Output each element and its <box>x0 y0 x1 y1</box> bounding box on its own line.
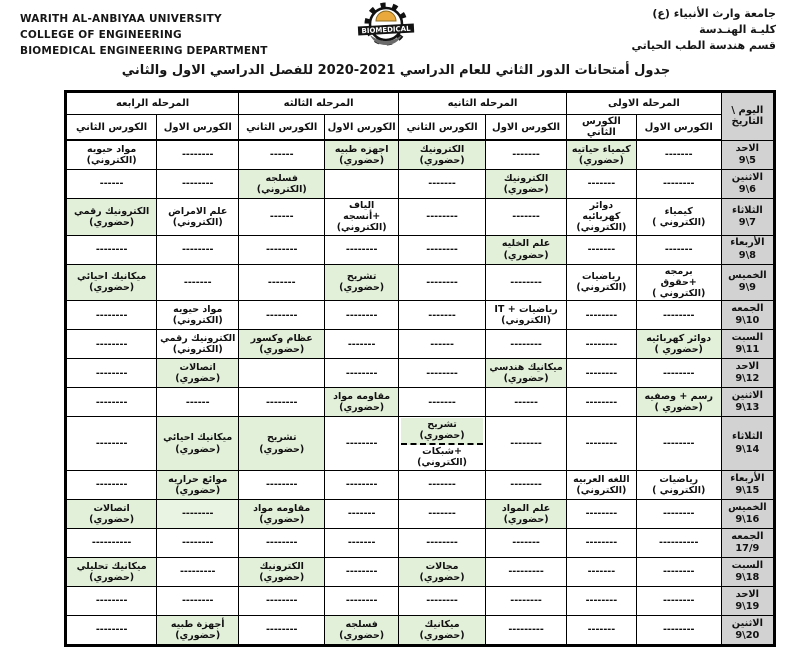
exam-cell: ---------- <box>636 529 721 558</box>
table-row <box>66 140 775 170</box>
day-date-cell <box>721 471 774 500</box>
table-row <box>66 587 775 616</box>
department-name-en: BIOMEDICAL ENGINEERING DEPARTMENT <box>20 44 268 57</box>
department-name-ar: قسم هندسة الطب الحياتي <box>631 38 776 52</box>
exam-cell: -------- <box>325 587 399 616</box>
exam-cell: ------- <box>157 264 239 301</box>
exam-cell: -------- <box>66 388 157 417</box>
date-value: 9\7 <box>738 216 756 228</box>
day-name: الثلاثاء <box>731 431 763 443</box>
date-value: 9\11 <box>735 344 760 356</box>
exam-cell: -------- <box>399 587 486 616</box>
stage-header-4: المرحله الرابعه <box>66 92 239 115</box>
table-row <box>66 500 775 529</box>
table-row <box>66 616 775 646</box>
day-name: الاثنين <box>731 171 763 183</box>
table-row <box>66 471 775 500</box>
day-name: الثلاثاء <box>731 204 763 216</box>
exam-cell <box>239 359 325 388</box>
course-header-second: الكورس الثاني <box>399 115 486 141</box>
exam-cell: -------- <box>636 417 721 471</box>
course-header-first: الكورس الاول <box>325 115 399 141</box>
stage-header-2: المرحله الثانيه <box>399 92 567 115</box>
exam-cell: ------- <box>567 616 637 646</box>
exam-cell: -------- <box>66 471 157 500</box>
exam-cell: علم الخليه (حضوري) <box>486 235 567 264</box>
exam-cell <box>399 417 486 471</box>
exam-cell: فسلجه (حضوري) <box>325 616 399 646</box>
exam-cell: -------- <box>567 301 637 330</box>
page-title: جدول أمتحانات الدور الثاني للعام الدراسي 2021-2020 للفصل الدراسي الاول والثاني <box>121 63 671 78</box>
exam-cell: مواد حيويه (الكتروني) <box>157 301 239 330</box>
exam-cell: ------- <box>239 264 325 301</box>
exam-cell: -------- <box>239 529 325 558</box>
exam-cell: --------- <box>486 558 567 587</box>
exam-cell: ------- <box>486 199 567 236</box>
day-date-cell <box>721 417 774 471</box>
date-value: 9\10 <box>735 315 760 327</box>
exam-cell: --------- <box>486 616 567 646</box>
exam-cell: -------- <box>157 529 239 558</box>
table-row <box>66 235 775 264</box>
day-name: السبت <box>731 559 764 571</box>
exam-cell: -------- <box>486 330 567 359</box>
day-date-header: اليوم \ التاريخ <box>721 92 774 141</box>
exam-cell: ------- <box>486 140 567 170</box>
date-value: 9\20 <box>735 630 760 642</box>
exam-cell: ------- <box>399 170 486 199</box>
exam-cell: -------- <box>66 301 157 330</box>
day-name: السبت <box>731 331 764 343</box>
exam-cell: -------- <box>239 471 325 500</box>
exam-table-body <box>66 140 775 646</box>
exam-cell: اتصالات (حضوري) <box>157 359 239 388</box>
date-value: 17/9 <box>735 543 760 555</box>
table-row <box>66 529 775 558</box>
date-value: 9\13 <box>735 402 760 414</box>
exam-cell: -------- <box>325 301 399 330</box>
exam-cell: ميكانيك (حضوري) <box>399 616 486 646</box>
university-name-ar: جامعة وارث الأنبياء (ع) <box>652 7 776 20</box>
day-date-cell <box>721 199 774 236</box>
day-name: الجمعه <box>731 530 764 542</box>
exam-cell: ---------- <box>66 529 157 558</box>
exam-cell: رياضيات (الكتروني ) <box>636 471 721 500</box>
day-date-cell <box>721 140 774 170</box>
english-letterhead <box>20 12 268 59</box>
exam-cell-top-entry: تشريح (حضوري) <box>401 418 483 444</box>
exam-cell: كيمياء (الكتروني ) <box>636 199 721 236</box>
exam-cell: رياضيات (الكتروني) <box>567 264 637 301</box>
exam-cell: ------- <box>567 235 637 264</box>
exam-cell: -------- <box>399 199 486 236</box>
day-date-cell <box>721 359 774 388</box>
exam-cell: -------- <box>399 235 486 264</box>
exam-cell: -------- <box>157 235 239 264</box>
exam-cell: -------- <box>399 529 486 558</box>
exam-cell: الكترونيك رقمي (حضوري) <box>66 199 157 236</box>
exam-cell: دوائر كهربائيه (حضوري ) <box>636 330 721 359</box>
date-value: 9\16 <box>735 514 760 526</box>
exam-cell: ------ <box>486 388 567 417</box>
exam-cell: ميكانيك تحليلي (حضوري) <box>66 558 157 587</box>
logo-banner-text: BIOMEDICAL <box>361 24 411 36</box>
table-row <box>66 199 775 236</box>
exam-cell: -------- <box>239 616 325 646</box>
day-date-cell <box>721 388 774 417</box>
table-row <box>66 264 775 301</box>
day-date-cell <box>721 616 774 646</box>
exam-cell: مقاومه مواد (حضوري) <box>239 500 325 529</box>
exam-cell: ------- <box>567 170 637 199</box>
exam-cell: -------- <box>567 500 637 529</box>
exam-cell: ------ <box>239 140 325 170</box>
exam-cell: كيمياء حياتيه (حضوري) <box>567 140 637 170</box>
exam-cell: ------ <box>66 170 157 199</box>
exam-cell: -------- <box>486 417 567 471</box>
exam-cell: ------- <box>399 500 486 529</box>
course-header-second: الكورس الثاني <box>567 115 637 141</box>
day-name: الاحد <box>735 142 760 154</box>
table-row <box>66 359 775 388</box>
exam-cell: -------- <box>486 587 567 616</box>
arabic-letterhead <box>632 6 776 54</box>
exam-cell: ------- <box>636 140 721 170</box>
exam-cell: -------- <box>66 587 157 616</box>
exam-cell: -------- <box>239 301 325 330</box>
exam-cell: ------- <box>399 471 486 500</box>
exam-cell: دوائر كهربائيه (الكتروني) <box>567 199 637 236</box>
exam-cell: ------- <box>399 388 486 417</box>
exam-cell: -------- <box>239 235 325 264</box>
exam-cell: علم الامراض (الكتروني) <box>157 199 239 236</box>
biomedical-logo-graphic <box>346 1 426 61</box>
exam-cell: الكترونيك رقمي (الكتروني) <box>157 330 239 359</box>
exam-cell: ------- <box>325 529 399 558</box>
day-name: الاحد <box>735 588 760 600</box>
day-date-cell <box>721 264 774 301</box>
exam-cell: --------- <box>157 558 239 587</box>
date-value: 9\15 <box>735 485 760 497</box>
exam-cell: مواد حيويه (الكتروني) <box>66 140 157 170</box>
exam-cell: رياضيات + IT (الكتروني) <box>486 301 567 330</box>
date-value: 9\18 <box>735 572 760 584</box>
exam-cell: -------- <box>399 264 486 301</box>
exam-cell: -------- <box>486 264 567 301</box>
exam-cell: تشريح (حضوري) <box>239 417 325 471</box>
exam-cell: ------- <box>636 235 721 264</box>
exam-cell: ------ <box>239 199 325 236</box>
day-date-cell <box>721 170 774 199</box>
exam-cell: -------- <box>325 471 399 500</box>
exam-cell: مجالات (حضوري) <box>399 558 486 587</box>
exam-cell: ------- <box>567 558 637 587</box>
exam-cell: -------- <box>486 471 567 500</box>
table-row <box>66 301 775 330</box>
exam-cell: -------- <box>636 301 721 330</box>
exam-cell: -------- <box>636 616 721 646</box>
exam-cell: فسلجه (الكتروني) <box>239 170 325 199</box>
exam-cell: الياف +أنسجه (الكتروني) <box>325 199 399 236</box>
exam-cell: -------- <box>399 359 486 388</box>
exam-cell: -------- <box>567 587 637 616</box>
exam-cell: ------- <box>325 330 399 359</box>
exam-cell: -------- <box>567 417 637 471</box>
exam-cell: ------- <box>399 301 486 330</box>
exam-cell: ميكانيك احيائي (حضوري) <box>66 264 157 301</box>
college-name-ar: كليـة الهنـدسة <box>699 22 776 36</box>
exam-cell: -------- <box>325 417 399 471</box>
exam-cell: الكترونيك (حضوري) <box>486 170 567 199</box>
stage-header-row <box>66 92 775 115</box>
exam-cell-bottom-entry: +شبكات (الكتروني) <box>401 445 483 469</box>
exam-cell: ------ <box>157 388 239 417</box>
exam-cell: -------- <box>157 170 239 199</box>
exam-cell: علم المواد (حضوري) <box>486 500 567 529</box>
date-value: 9\19 <box>735 601 760 613</box>
exam-cell: الكترونيك (حضوري) <box>399 140 486 170</box>
exam-cell: -------- <box>325 359 399 388</box>
day-name: الاثنين <box>731 617 763 629</box>
exam-cell: -------- <box>157 500 239 529</box>
exam-cell: اتصالات (حضوري) <box>66 500 157 529</box>
university-name-en: WARITH AL-ANBIYAA UNIVERSITY <box>20 13 222 25</box>
exam-cell: -------- <box>325 235 399 264</box>
college-name-en: COLLEGE OF ENGINEERING <box>20 28 182 41</box>
exam-cell: ------- <box>325 500 399 529</box>
exam-cell: -------- <box>239 388 325 417</box>
day-date-cell <box>721 558 774 587</box>
day-name: الجمعه <box>731 302 764 314</box>
day-date-cell <box>721 529 774 558</box>
stage-header-3: المرحله الثالثه <box>239 92 399 115</box>
course-header-row <box>66 115 775 141</box>
course-header-first: الكورس الاول <box>486 115 567 141</box>
exam-cell: -------- <box>325 558 399 587</box>
day-date-cell <box>721 301 774 330</box>
day-date-cell <box>721 587 774 616</box>
table-row <box>66 417 775 471</box>
exam-cell: ------- <box>486 529 567 558</box>
table-row <box>66 558 775 587</box>
stage-header-1: المرحله الاولى <box>567 92 722 115</box>
course-header-second: الكورس الثاني <box>66 115 157 141</box>
date-value: 9\5 <box>738 154 756 166</box>
biomedical-logo <box>346 1 426 61</box>
course-header-first: الكورس الاول <box>636 115 721 141</box>
exam-schedule-table <box>64 90 776 647</box>
exam-cell: أجهزة طبيه (حضوري) <box>157 616 239 646</box>
course-header-first: الكورس الاول <box>157 115 239 141</box>
day-name: الخميس <box>728 501 767 513</box>
day-name: الخميس <box>728 270 767 282</box>
table-row <box>66 388 775 417</box>
exam-cell: ميكانيك هندسي (حضوري) <box>486 359 567 388</box>
day-name: الأربعاء <box>730 472 765 484</box>
exam-cell: -------- <box>567 388 637 417</box>
exam-cell: تشريح (حضوري) <box>325 264 399 301</box>
exam-cell: ميكانيك احيائي (حضوري) <box>157 417 239 471</box>
exam-cell: -------- <box>636 587 721 616</box>
exam-cell: -------- <box>567 359 637 388</box>
table-row <box>66 170 775 199</box>
day-date-cell <box>721 500 774 529</box>
exam-cell: -------- <box>636 359 721 388</box>
date-value: 9\14 <box>735 443 760 455</box>
exam-cell: مقاومه مواد (حضوري) <box>325 388 399 417</box>
day-name: الأربعاء <box>730 237 765 249</box>
exam-cell: الكترونيك (حضوري) <box>239 558 325 587</box>
exam-cell: -------- <box>636 500 721 529</box>
exam-cell: -------- <box>157 140 239 170</box>
date-value: 9\9 <box>738 282 756 294</box>
exam-cell: -------- <box>567 529 637 558</box>
exam-cell: عظام وكسور (حضوري) <box>239 330 325 359</box>
day-date-cell <box>721 235 774 264</box>
exam-cell: اللغه العربيه (الكتروني) <box>567 471 637 500</box>
exam-cell: رسم + وصفيه (حضوري ) <box>636 388 721 417</box>
exam-cell: -------- <box>66 417 157 471</box>
exam-cell: -------- <box>567 330 637 359</box>
course-header-second: الكورس الثاني <box>239 115 325 141</box>
day-name: الاثنين <box>731 389 763 401</box>
exam-cell: -------- <box>239 587 325 616</box>
exam-cell: موائع حراريه (حضوري) <box>157 471 239 500</box>
table-row <box>66 330 775 359</box>
exam-cell: -------- <box>157 587 239 616</box>
exam-schedule-table-wrap <box>64 90 776 647</box>
exam-cell <box>325 170 399 199</box>
exam-cell: -------- <box>66 359 157 388</box>
day-name: الاحد <box>735 360 760 372</box>
exam-cell: -------- <box>636 558 721 587</box>
exam-cell: -------- <box>636 170 721 199</box>
date-value: 9\8 <box>738 249 756 261</box>
day-date-cell <box>721 330 774 359</box>
exam-cell: اجهزه طبيه (حضوري) <box>325 140 399 170</box>
exam-cell: ------ <box>399 330 486 359</box>
exam-cell: -------- <box>66 330 157 359</box>
exam-cell: -------- <box>66 235 157 264</box>
date-value: 9\12 <box>735 373 760 385</box>
date-value: 9\6 <box>738 184 756 195</box>
exam-cell: -------- <box>66 616 157 646</box>
exam-cell: برمجه +حقوق (الكتروني ) <box>636 264 721 301</box>
